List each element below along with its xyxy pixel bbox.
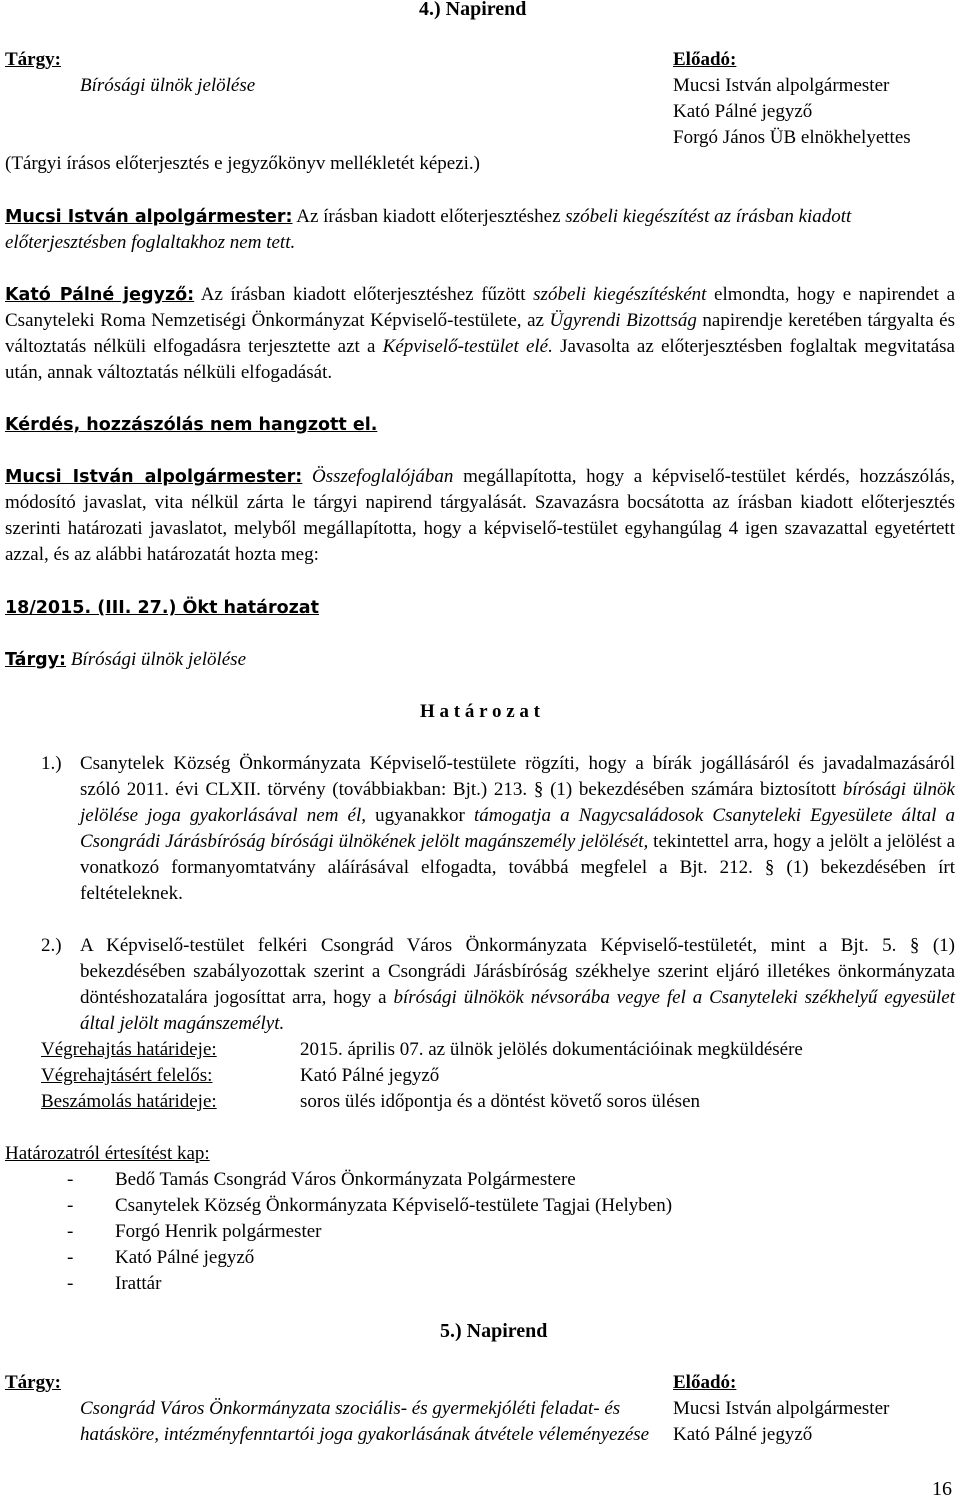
attachment-note: (Tárgyi írásos előterjesztés e jegyzőkönyv mellékletét képezi.)	[5, 153, 480, 174]
report-deadline-value: soros ülés időpontja és a döntést követő soros ülésen	[300, 1091, 701, 1112]
agenda-heading: 4.) Napirend	[419, 0, 527, 20]
item-1-number: 1.)	[41, 753, 62, 774]
no-questions: Kérdés, hozzászólás nem hangzott el.	[5, 415, 378, 435]
presenter-label: Előadó:	[673, 49, 737, 70]
item-1-text: Csanytelek Község Önkormányzata Képviselő-testülete rögzíti, hogy a bírák jogállásáról és javadalmazásáról szóló 2011. évi CLXII. törvény (továbbiakban: Bjt.) 213. § (1) bekezdésében számára biztosított bírósági ülnök jelölése joga gyakorlásával nem él, ugyanakkor támogatja a Nagycsaládosok Csanyteleki Egyesülete által a Csongrádi Járásbíróság bírósági ülnökének jelölt magánszemély jelölését, tekintettel arra, hogy a jelölt a jelölést a vonatkozó formanyomtatvány aláírásával elfogadta, továbbá megfelel a Bjt. 212. § (1) bekezdésében írt feltételeknek.	[80, 753, 955, 904]
presenter-3: Forgó János ÜB elnökhelyettes	[673, 127, 911, 148]
agenda-5-subject-line-2: hatásköre, intézményfenntartói joga gyakorlásának átvétele véleményezése	[80, 1424, 650, 1445]
speaker-name: Mucsi István alpolgármester:	[5, 207, 293, 227]
subject-text: Bírósági ülnök jelölése	[80, 75, 256, 96]
execution-deadline-value: 2015. április 07. az ülnök jelölés dokumentációinak megküldésére	[300, 1039, 803, 1060]
agenda-5-heading: 5.) Napirend	[440, 1320, 548, 1342]
item-2-number: 2.)	[41, 935, 62, 956]
resolution-title: H a t á r o z a t	[420, 701, 540, 722]
notify-label: Határozatról értesítést kap:	[5, 1143, 210, 1164]
presenter-2: Kató Pálné jegyző	[673, 101, 813, 122]
statement-alpolgarmester: Mucsi István alpolgármester: Az írásban kiadott előterjesztéshez szóbeli kiegészítést az írásban kiadott előterjesztésben foglaltakhoz nem tett.	[5, 206, 852, 253]
item-2-text: A Képviselő-testület felkéri Csongrád Város Önkormányzata Képviselő-testületét, mint a Bjt. 5. § (1) bekezdésében szabályozottak szerint a Csongrádi Járásbíróság székhelye szerint eljáró illetékes önkormányzata döntéshozatalára jogosíttat arra, hogy a bírósági ülnökök névsorába vegye fel a Csanyteleki székhelyű egyesület által jelölt magánszemélyt.	[80, 935, 955, 1034]
agenda-5-subject-label: Tárgy:	[5, 1372, 61, 1393]
statement-jegyzo: Kató Pálné jegyző: Az írásban kiadott előterjesztéshez fűzött szóbeli kiegészítésként elmondta, hogy e napirendet a Csanyteleki Roma Nemzetiségi Önkormányzat Képviselő-testülete, az Ügyrendi Bizottság napirendje keretében tárgyalta és változtatás nélküli elfogadásra terjesztette azt a Képviselő-testület elé. Javasolta az előterjesztésben foglaltak megvitatása után, annak változtatás nélküli elfogadását.	[5, 284, 955, 383]
resolution-subject: Tárgy: Bírósági ülnök jelölése	[5, 649, 247, 670]
execution-deadline-label: Végrehajtás határideje:	[41, 1039, 217, 1060]
subject-label: Tárgy:	[5, 49, 61, 70]
resolution-number: 18/2015. (III. 27.) Ökt határozat	[5, 598, 319, 618]
speaker-name: Mucsi István alpolgármester:	[5, 467, 303, 487]
execution-responsible-label: Végrehajtásért felelős:	[41, 1065, 213, 1086]
agenda-5-presenter-2: Kató Pálné jegyző	[673, 1424, 813, 1445]
presenter-1: Mucsi István alpolgármester	[673, 75, 890, 96]
report-deadline-label: Beszámolás határideje:	[41, 1091, 217, 1112]
speaker-name: Kató Pálné jegyző:	[5, 285, 195, 305]
execution-responsible-value: Kató Pálné jegyző	[300, 1065, 440, 1086]
agenda-5-presenter-1: Mucsi István alpolgármester	[673, 1398, 890, 1419]
agenda-5-presenter-label: Előadó:	[673, 1372, 737, 1393]
page-number: 16	[932, 1478, 952, 1500]
agenda-5-subject-line-1: Csongrád Város Önkormányzata szociális- és gyermekjóléti feladat- és	[80, 1398, 621, 1419]
summary-statement: Mucsi István alpolgármester: Összefoglalójában megállapította, hogy a képviselő-testület kérdés, hozzászólás, módosító javaslat, vita nélkül zárta le tárgyi napirend tárgyalását. Szavazásra bocsátotta az írásban kiadott előterjesztés szerinti határozati javaslatot, melyből megállapította, hogy a képviselő-testület egyhangúlag 4 igen szavazattal egyetértett azzal, és az alábbi határozatát hozta meg:	[5, 466, 955, 565]
